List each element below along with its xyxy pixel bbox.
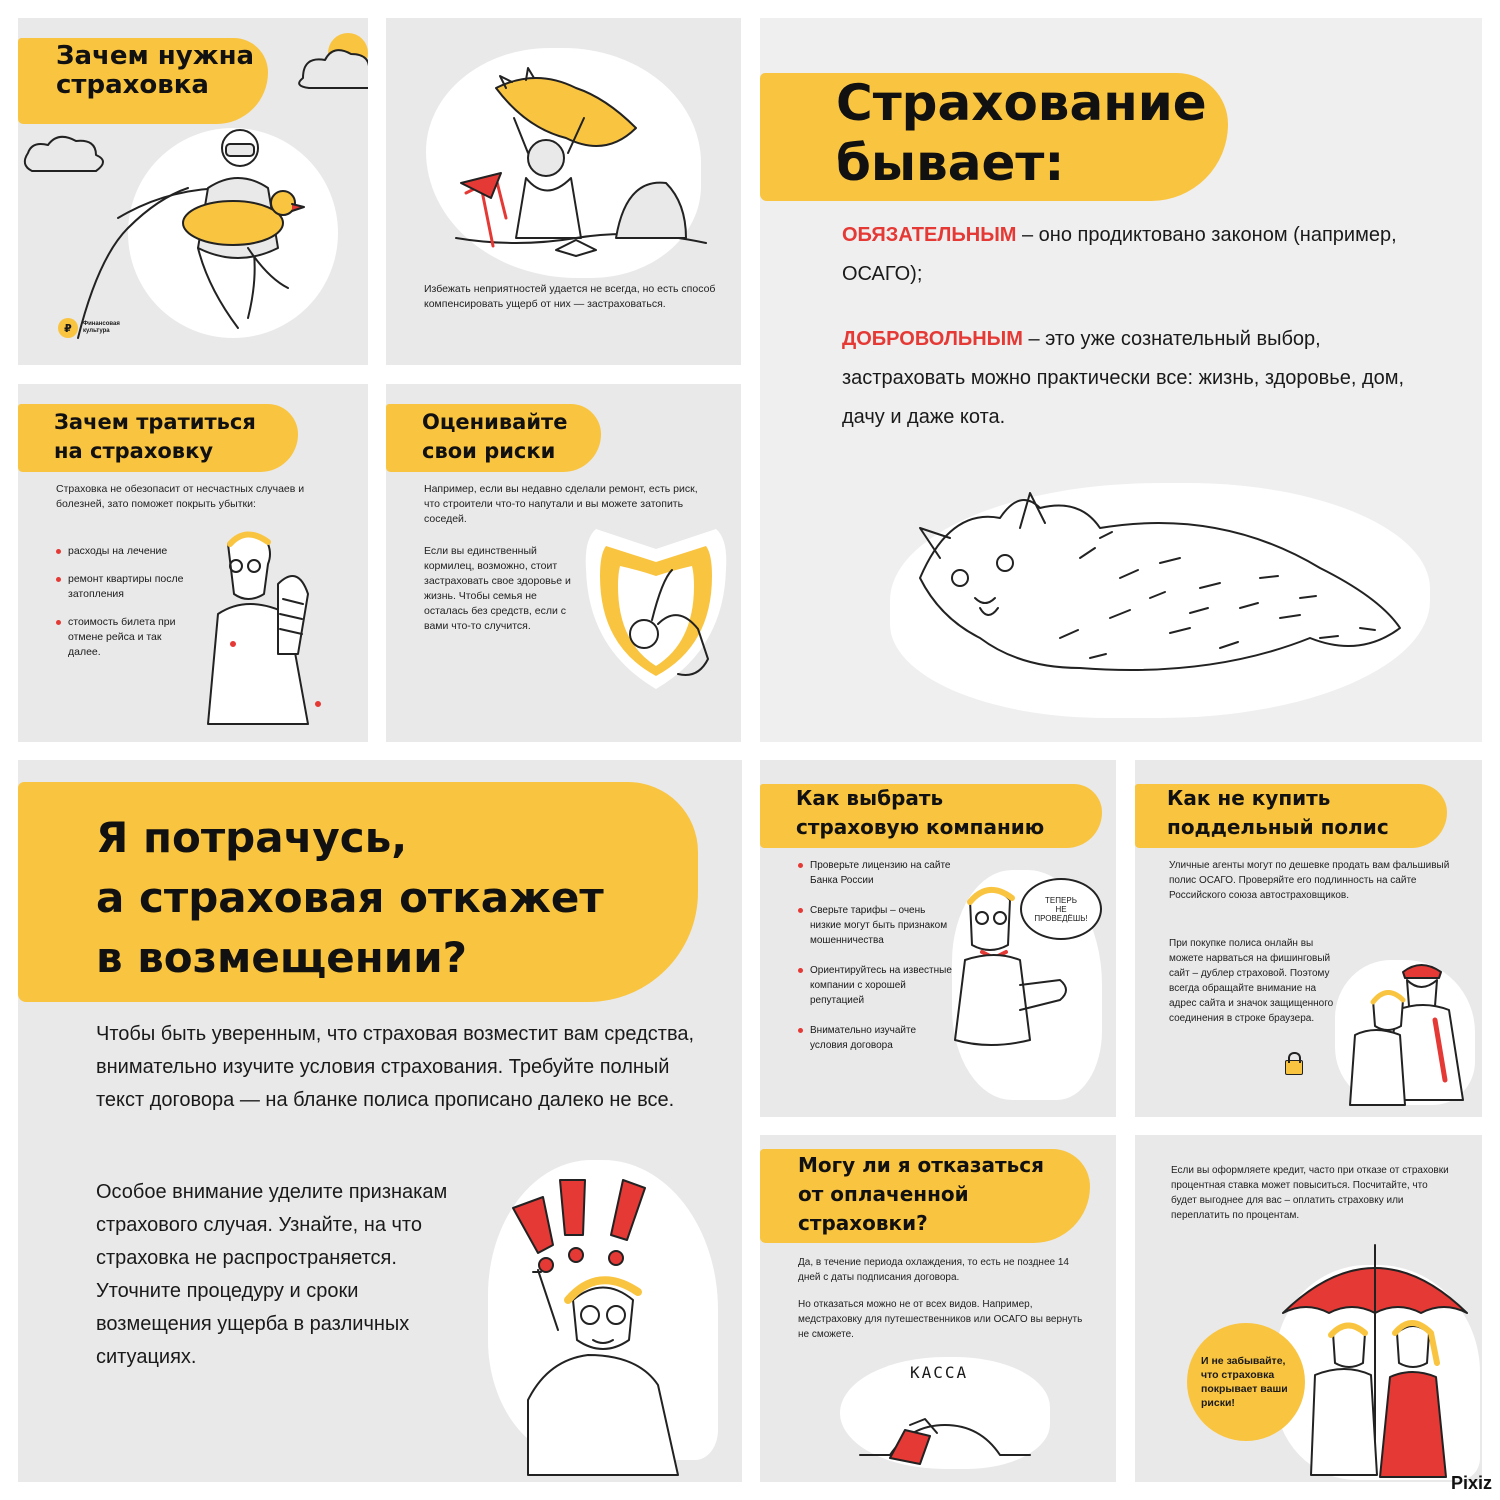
logo-text: культура — [83, 328, 110, 334]
title-line: на страховку — [54, 439, 214, 463]
card-choose-company — [760, 760, 1116, 1117]
paragraph: При покупке полиса онлайн вы можете нарваться на фишинговый сайт – дублер страховой. Поэтому всегда обращайте внимание на адрес сайта и значок защищенного соединения в строке браузера. — [1169, 938, 1334, 1024]
title-line: бывает: — [836, 134, 1065, 192]
title-line: страховки? — [798, 1211, 928, 1235]
title-line: в возмещении? — [96, 933, 468, 982]
reminder-badge: И не забывайте, что страховка покрывает ваши риски! — [1187, 1323, 1305, 1441]
diver-on-slide-illustration — [18, 18, 368, 365]
card-will-insurer-refuse — [18, 760, 742, 1482]
voluntary-description: – это уже сознательный выбор, застраховать можно практически все: жизнь, здоровье, дом, дачу и даже кота. — [842, 328, 1405, 428]
title-line: Как выбрать — [796, 786, 944, 810]
list-item: стоимость билета при отмене рейса и так далее. — [54, 615, 194, 660]
card-credit-insurance — [1135, 1135, 1482, 1482]
title-line: Я потрачусь, — [96, 813, 408, 862]
fluffy-cat-illustration — [760, 18, 1482, 742]
list-item: Сверьте тарифы – очень низкие могут быть признаком мошенничества — [796, 903, 956, 948]
title-line: от оплаченной — [798, 1182, 969, 1206]
list-item: расходы на лечение — [54, 544, 194, 559]
card-body-text: Если вы оформляете кредит, часто при отказе от страховки процентная ставка может повыситься. Посчитайте, что будет выгоднее для вас – оплатить страховку или переплатить по процентам. — [1171, 1165, 1449, 1221]
paragraph: Уличные агенты могут по дешевке продать вам фальшивый полис ОСАГО. Проверяйте его подлинность на сайте Российского союза автостраховщиков. — [1169, 860, 1450, 901]
card-intro-text: Страховка не обезопасит от несчастных случаев и болезней, зато поможет покрыть убытки: — [56, 483, 305, 510]
bubble-text: НЕ — [1055, 904, 1067, 914]
title-line: Могу ли я отказаться — [798, 1153, 1044, 1177]
title-line: страховую компанию — [796, 815, 1045, 839]
card-refuse-paid-insurance — [760, 1135, 1116, 1482]
card-why-spend — [18, 384, 368, 742]
man-thinking-exclamation-illustration — [18, 760, 742, 1482]
card-fake-policy — [1135, 760, 1482, 1117]
couple-under-umbrella-illustration — [1135, 1135, 1482, 1482]
injured-man-illustration — [18, 384, 368, 742]
ruble-logo-icon: ₽ — [58, 318, 78, 338]
woman-rescuing-cat-illustration — [386, 18, 741, 365]
card-body-text: Избежать неприятностей удается не всегда, но есть способ компенсировать ущерб от них — застраховаться. — [424, 283, 716, 310]
card-insurance-types — [760, 18, 1482, 742]
bubble-text: ПРОВЕДЁШЬ! — [1034, 913, 1088, 923]
title-line: Зачем нужна — [56, 41, 255, 71]
paragraph: Например, если вы недавно сделали ремонт, есть риск, что строители что-то напутали и вы можете затопить соседей. — [424, 483, 698, 525]
voluntary-keyword: ДОБРОВОЛЬНЫМ — [842, 328, 1023, 350]
title-line: а страховая откажет — [96, 873, 604, 922]
logo — [58, 318, 120, 338]
paragraph: Да, в течение периода охлаждения, то есть не позднее 14 дней с даты подписания договора. — [798, 1257, 1069, 1283]
confident-man-illustration — [760, 760, 1116, 1117]
title-line: Как не купить — [1167, 786, 1331, 810]
title-line: Зачем тратиться — [54, 410, 256, 434]
card-why-insurance — [18, 18, 368, 365]
card-assess-risks — [386, 384, 741, 742]
title-line: поддельный полис — [1167, 815, 1389, 839]
logo-text: Финансовая — [83, 321, 120, 327]
card-avoid-trouble — [386, 18, 741, 365]
list-item: Ориентируйтесь на известные компании с хорошей репутацией — [796, 963, 956, 1008]
list-item: Проверьте лицензию на сайте Банка России — [796, 858, 956, 888]
list-item: Внимательно изучайте условия договора — [796, 1023, 956, 1053]
cashier-sign: КАССА — [910, 1363, 969, 1382]
bubble-text: ТЕПЕРЬ — [1045, 895, 1077, 905]
title-line: Страхование — [836, 74, 1207, 132]
cashier-window-illustration — [760, 1135, 1116, 1482]
paragraph: Если вы единственный кормилец, возможно, стоит застраховать свое здоровье и жизнь. Чтобы семья не осталась без средств, если с вами что-то случится. — [424, 545, 571, 632]
street-agent-illustration — [1135, 760, 1482, 1117]
title-line: страховка — [56, 70, 209, 101]
shield-ok-hand-icon — [386, 384, 741, 742]
mandatory-description: – оно продиктовано законом (например, ОСАГО); — [842, 224, 1397, 285]
title-line: свои риски — [422, 439, 556, 463]
mandatory-keyword: ОБЯЗАТЕЛЬНЫМ — [842, 224, 1017, 246]
paragraph: Особое внимание уделите признакам страхового случая. Узнайте, на что страховка не распространяется. Уточните процедуру и сроки возмещения ущерба в различных ситуациях. — [96, 1181, 448, 1368]
paragraph: Но отказаться можно не от всех видов. Например, медстраховку для путешественников или ОСАГО вы вернуть не сможете. — [798, 1299, 1083, 1340]
paragraph: Чтобы быть уверенным, что страховая возместит вам средства, внимательно изучите условия страхования. Требуйте полный текст договора — на бланке полиса прописано далеко не все. — [96, 1023, 695, 1111]
title-line: Оценивайте — [422, 410, 568, 434]
list-item: ремонт квартиры после затопления — [54, 572, 194, 602]
watermark: Pixiz — [1450, 1473, 1492, 1493]
